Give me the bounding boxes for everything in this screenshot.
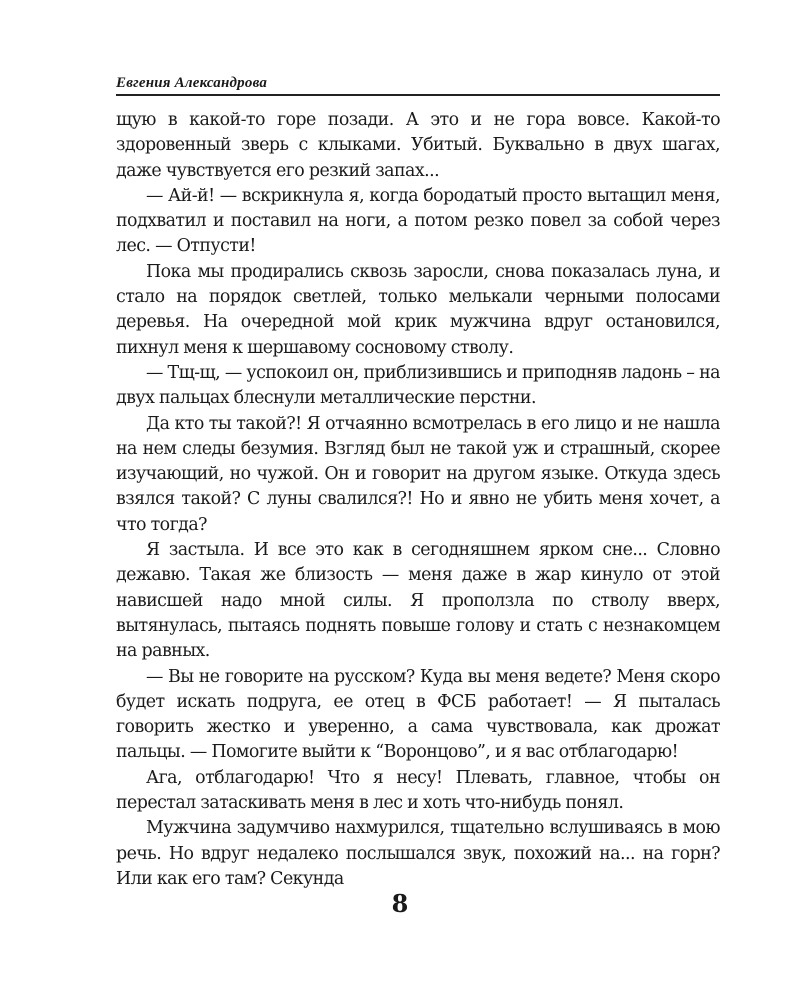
paragraph: — Тщ-щ, — успокоил он, приблизившись и приподняв ладонь – на двух пальцах блеснули металлические перстни. [116,362,720,409]
author-name: Евгения Александрова [116,75,268,91]
paragraph: — Вы не говорите на русском? Куда вы меня ведете? Меня скоро будет искать подруга, ее отец в ФСБ работает! — Я пыталась говорить жестко и уверенно, а сама чувствовала, как дрожат пальцы. — Помогите выйти к “Воронцово”, и я вас отблагодарю! [116,666,720,763]
paragraph: Да кто ты такой?! Я отчаянно всмотрелась в его лицо и не нашла на нем следы безумия. Взгляд был не такой уж и страшный, скорее изучающий, но чужой. Он и говорит на другом языке. Откуда здесь взялся такой? С луны свалился?! Но и явно не убить меня хочет, а что тогда? [116,413,720,535]
paragraph: — Ай-й! — вскрикнула я, когда бородатый просто вытащил меня, подхватил и поставил на ноги, а потом резко повел за собой через лес. — Отпусти! [116,185,720,257]
page-body [116,108,720,892]
paragraph: Мужчина задумчиво нахмурился, тщательно вслушиваясь в мою речь. Но вдруг недалеко послышался звук, похожий на... на горн? Или как его там? Секунда [116,818,720,889]
paragraph: Я застыла. И все это как в сегодняшнем ярком сне... Словно дежавю. Такая же близость — меня даже в жар кинуло от этой нависшей надо мной силы. Я проползла по стволу вверх, вытянулась, пытаясь поднять повыше голову и стать с незнакомцем на равных. [116,540,720,662]
page-number: 8 [391,889,409,918]
paragraph: щую в какой-то горе позади. А это и не гора вовсе. Какой-то здоровенный зверь с клыками. Убитый. Буквально в двух шагах, даже чувствуется его резкий запах... [116,110,720,181]
running-header [116,74,720,96]
paragraph: Ага, отблагодарю! Что я несу! Плевать, главное, чтобы он перестал затаскивать меня в лес и хоть что-нибудь понял. [116,767,720,814]
paragraph: Пока мы продирались сквозь заросли, снова показалась луна, и стало на порядок светлей, только мелькали черными полосами деревья. На очередной мой крик мужчина вдруг остановился, пихнул меня к шершавому сосновому стволу. [116,261,720,358]
header-rule [116,94,720,96]
